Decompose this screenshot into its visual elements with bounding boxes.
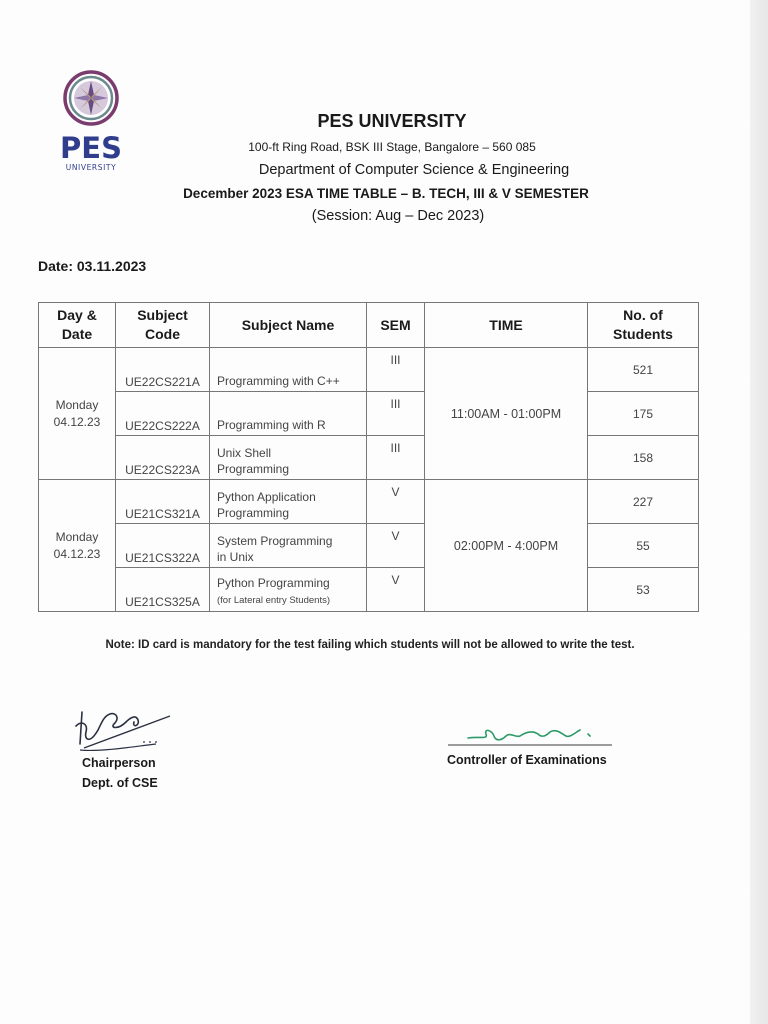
session-line: (Session: Aug – Dec 2023)	[311, 208, 485, 224]
subject-name: Programming with C++	[210, 348, 367, 392]
timetable	[38, 302, 699, 612]
subject-code: UE21CS322A	[116, 524, 210, 568]
subject-code: UE22CS222A	[116, 392, 210, 436]
student-count: 53	[588, 568, 699, 612]
exam-time: 11:00AM - 01:00PM	[425, 348, 588, 480]
subject-code: UE22CS221A	[116, 348, 210, 392]
subject-name: System Programming in Unix	[210, 524, 367, 568]
university-name: PES UNIVERSITY	[317, 111, 467, 131]
id-card-note: Note: ID card is mandatory for the test failing which students will not be allowed to write the test.	[105, 639, 635, 651]
header-subject-code: Subject Code	[116, 303, 210, 348]
exam-time: 02:00PM - 4:00PM	[425, 480, 588, 612]
semester: V	[367, 568, 425, 612]
semester: V	[367, 480, 425, 524]
university-address: 100-ft Ring Road, BSK III Stage, Bangalore – 560 085	[248, 140, 536, 154]
semester: III	[367, 436, 425, 480]
department-name: Department of Computer Science & Engineering	[258, 162, 570, 178]
table-header-row	[39, 303, 699, 348]
student-count: 175	[588, 392, 699, 436]
chairperson-label: Chairperson Dept. of CSE	[82, 756, 158, 790]
header-subject-name: Subject Name	[210, 303, 367, 348]
student-count: 55	[588, 524, 699, 568]
semester: III	[367, 348, 425, 392]
header-time: TIME	[425, 303, 588, 348]
table-row	[39, 436, 699, 480]
chairperson-signature	[60, 700, 190, 760]
table-row	[39, 348, 699, 392]
logo-subtitle: UNIVERSITY	[65, 163, 117, 172]
subject-name: Python Programming (for Lateral entry Students)	[210, 568, 367, 612]
semester: III	[367, 392, 425, 436]
student-count: 158	[588, 436, 699, 480]
table-row	[39, 480, 699, 524]
student-count: 227	[588, 480, 699, 524]
header-day-date: Day & Date	[39, 303, 116, 348]
day-date-cell: Monday 04.12.23	[39, 480, 116, 612]
issue-date: Date: 03.11.2023	[38, 258, 147, 274]
logo-wordmark: PES	[60, 131, 122, 165]
subject-name: Unix Shell Programming	[210, 436, 367, 480]
header-sem: SEM	[367, 303, 425, 348]
subject-code: UE21CS321A	[116, 480, 210, 524]
subject-code: UE21CS325A	[116, 568, 210, 612]
timetable-title: December 2023 ESA TIME TABLE – B. TECH, III & V SEMESTER	[183, 186, 589, 201]
header-students: No. of Students	[588, 303, 699, 348]
subject-code: UE22CS223A	[116, 436, 210, 480]
day-date-cell: Monday 04.12.23	[39, 348, 116, 480]
subject-name: Python Application Programming	[210, 480, 367, 524]
subject-name: Programming with R	[210, 392, 367, 436]
controller-signature	[446, 716, 626, 756]
table-row	[39, 392, 699, 436]
semester: V	[367, 524, 425, 568]
controller-label: Controller of Examinations	[447, 753, 607, 767]
table-row	[39, 524, 699, 568]
table-row	[39, 568, 699, 612]
student-count: 521	[588, 348, 699, 392]
